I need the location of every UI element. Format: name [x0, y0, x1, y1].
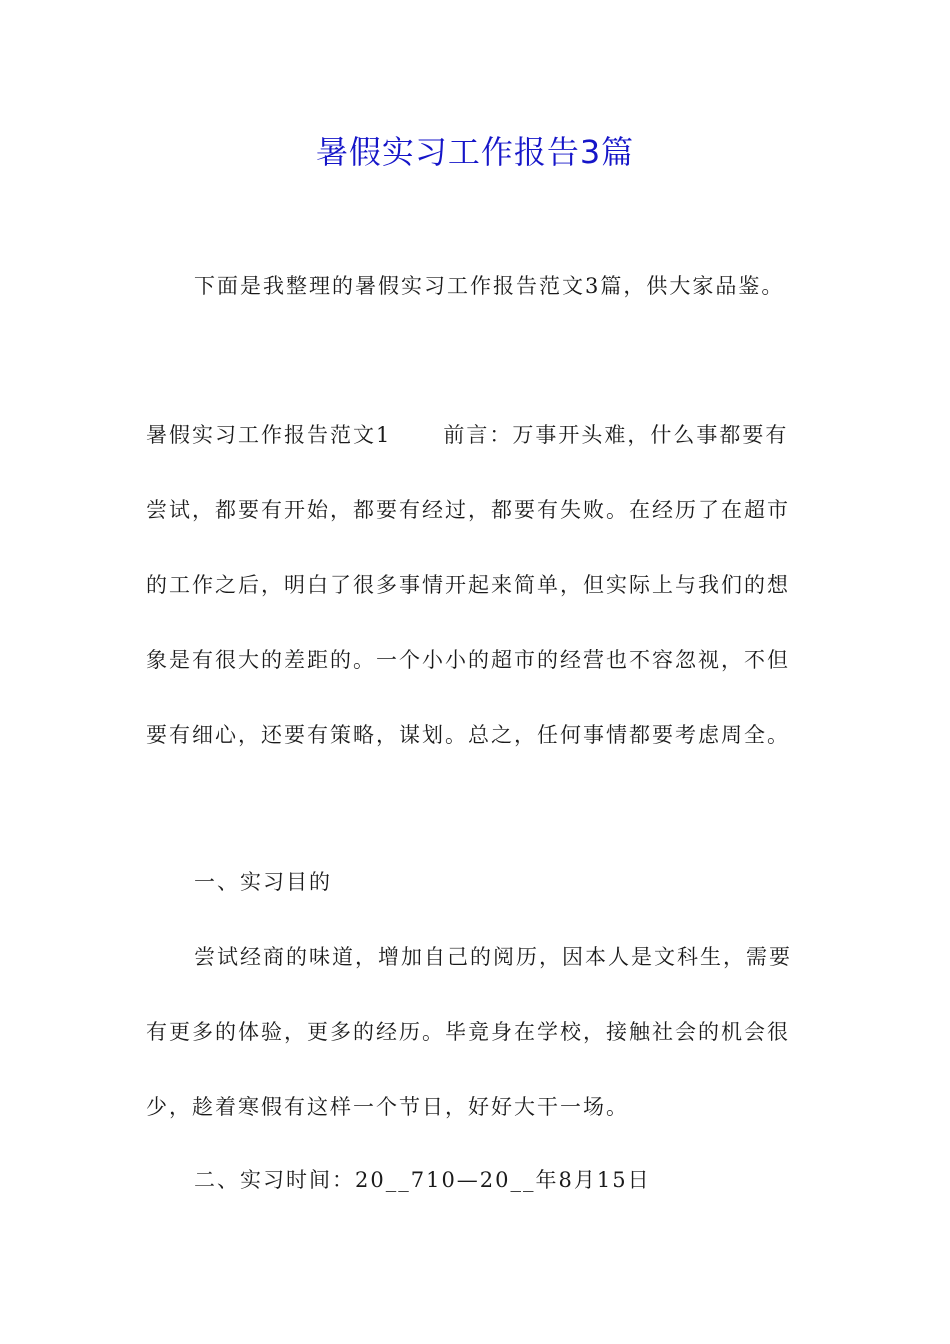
goal-paragraph: 尝试经商的味道，增加自己的阅历，因本人是文科生，需要有更多的体验，更多的经历。毕竟身在学校，接触社会的机会很少，趁着寒假有这样一个节日，好好大干一场。: [146, 945, 792, 1119]
goal-heading: 一、实习目的: [194, 870, 332, 894]
section1-paragraph: [146, 398, 806, 773]
section1-heading: 暑假实习工作报告范文1: [146, 423, 392, 447]
document-title: 暑假实习工作报告3篇: [315, 133, 635, 171]
section1-preface: 前言：万事开头难，什么事都要有尝试，都要有开始，都要有经过，都要有失败。在经历了在超市的工作之后，明白了很多事情开起来简单，但实际上与我们的想象是有很大的差距的。一个小小的超市的经营也不容忽视，不但要有细心，还要有策略，谋划。总之，任何事情都要考虑周全。: [146, 423, 790, 747]
intro-paragraph: 下面是我整理的暑假实习工作报告范文3篇，供大家品鉴。: [194, 274, 785, 298]
time-heading: 二、实习时间：20__710—20__年8月15日: [194, 1168, 651, 1192]
